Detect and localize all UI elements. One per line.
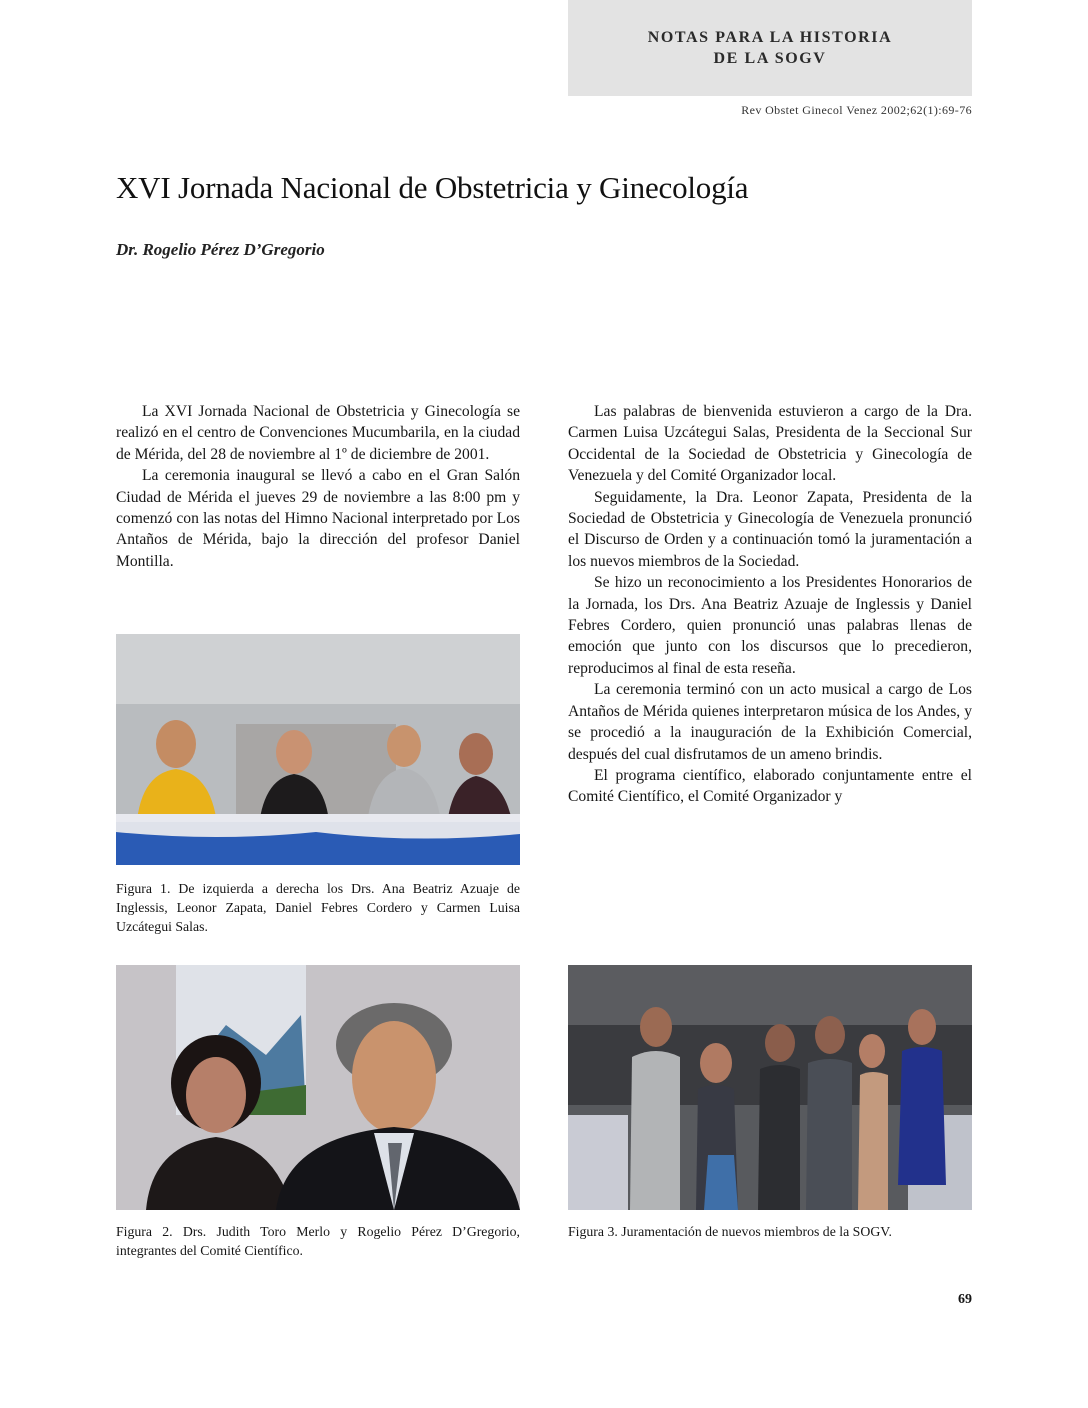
article-author: Dr. Rogelio Pérez D’Gregorio: [116, 240, 325, 259]
paragraph: Seguidamente, la Dra. Leonor Zapata, Presidenta de la Sociedad de Obstetricia y Ginecología de Venezuela pronunció el Discurso de Orden y a continuación tomó la juramentación a los nuevos miembros de la Sociedad.: [568, 488, 972, 570]
figure-2-caption: Figura 2. Drs. Judith Toro Merlo y Rogelio Pérez D’Gregorio, integrantes del Comité Científico.: [116, 1224, 520, 1258]
left-column: [116, 401, 520, 572]
paragraph: La ceremonia inaugural se llevó a cabo en el Gran Salón Ciudad de Mérida el jueves 29 de noviembre a las 8:00 pm y comenzó con las notas del Himno Nacional interpretado por Los Antaños de Mérida, bajo la dirección del profesor Daniel Montilla.: [116, 467, 520, 570]
page-number: 69: [958, 1292, 972, 1307]
paragraph: Se hizo un reconocimiento a los Presidentes Honorarios de la Jornada, los Drs. Ana Beatriz Azuaje de Inglessis y Daniel Febres Cordero, quien pronunció unas palabras llenas de emoción que junto con los discursos que lo precedieron, reproducimos al final de esta reseña.: [568, 574, 972, 677]
paragraph: Las palabras de bienvenida estuvieron a cargo de la Dra. Carmen Luisa Uzcátegui Salas, Presidenta de la Seccional Sur Occidental de la Sociedad de Obstetricia y Ginecología de Venezuela y del Comité Organizador local.: [568, 403, 972, 485]
figure-1-photo: [116, 634, 520, 865]
section-header-box: [568, 0, 972, 96]
figure-3-caption: Figura 3. Juramentación de nuevos miembros de la SOGV.: [568, 1224, 892, 1239]
figure-2-photo: [116, 965, 520, 1210]
paragraph: La XVI Jornada Nacional de Obstetricia y Ginecología se realizó en el centro de Convenciones Mucumbarila, en la ciudad de Mérida, del 28 de noviembre al 1º de diciembre de 2001.: [116, 403, 520, 463]
section-title-line-2: DE LA SOGV: [713, 50, 827, 67]
section-title-line-1: NOTAS PARA LA HISTORIA: [647, 29, 893, 46]
paragraph: La ceremonia terminó con un acto musical a cargo de Los Antaños de Mérida quienes interpretaron música de los Andes, y se procedió a la inauguración de la Exhibición Comercial, después del cual disfrutamos de un ameno brindis.: [568, 681, 972, 763]
journal-citation: Rev Obstet Ginecol Venez 2002;62(1):69-76: [741, 103, 972, 117]
paragraph: El programa científico, elaborado conjuntamente entre el Comité Científico, el Comité Organizador y: [568, 766, 972, 806]
article-title: XVI Jornada Nacional de Obstetricia y Ginecología: [116, 170, 749, 205]
figure-1-caption: Figura 1. De izquierda a derecha los Drs. Ana Beatriz Azuaje de Inglessis, Leonor Zapata, Daniel Febres Cordero y Carmen Luisa Uzcátegui Salas.: [116, 881, 520, 934]
right-column: [568, 401, 972, 808]
figure-3-photo: [568, 965, 972, 1210]
